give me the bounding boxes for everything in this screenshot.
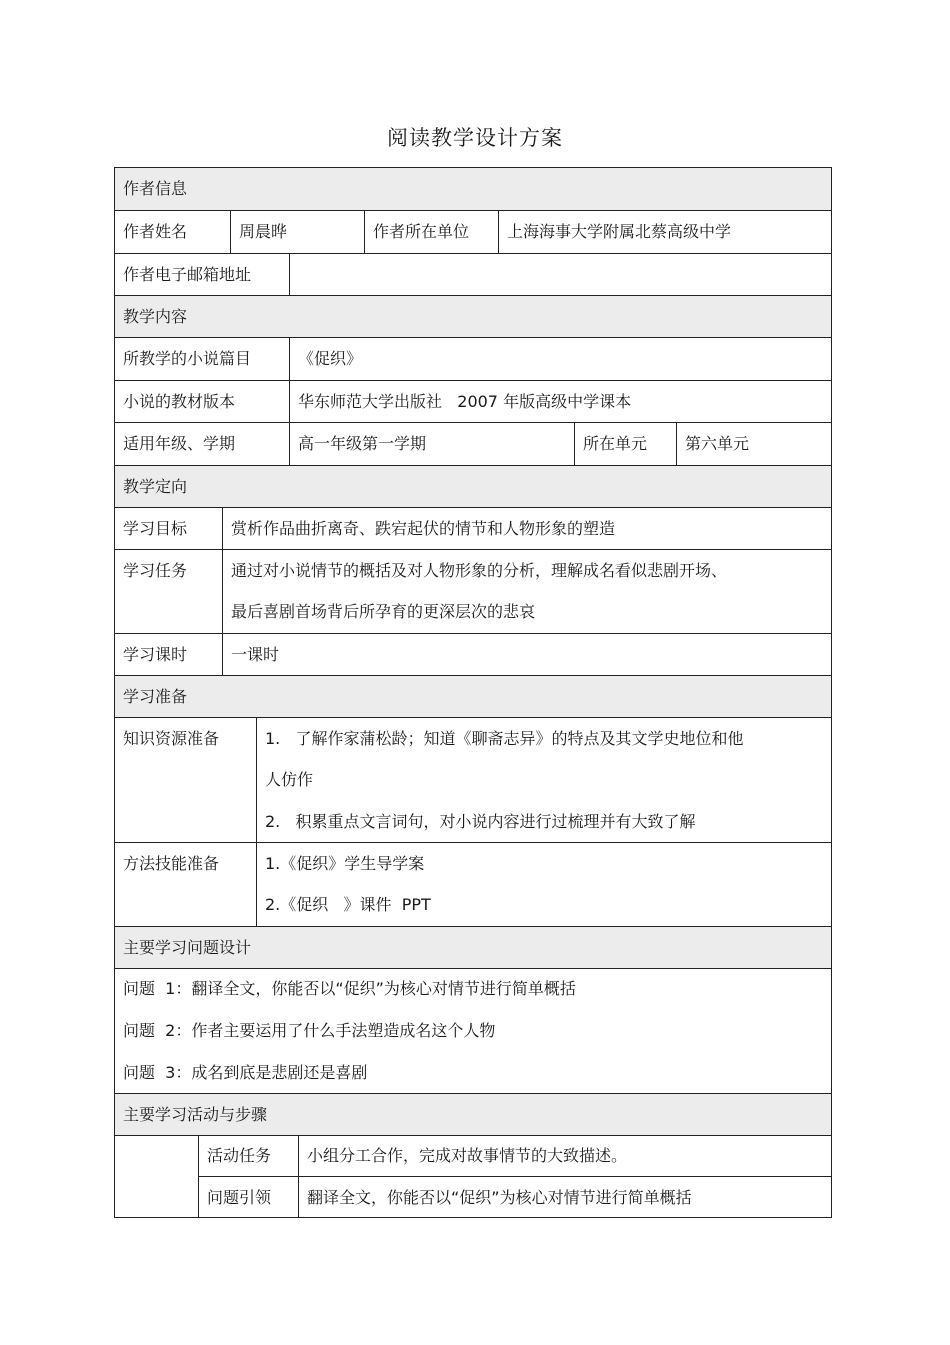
question-item: 问题 2：作者主要运用了什么手法塑造成名这个人物 [123, 1021, 496, 1040]
activity-task-value: 小组分工合作，完成对故事情节的大致描述。 [299, 1136, 831, 1177]
knowledge-value [257, 718, 831, 843]
author-name-label: 作者姓名 [115, 211, 231, 254]
design-table [114, 167, 832, 1218]
grade-value: 高一年级第一学期 [290, 423, 575, 466]
method-line: 1.《促织》学生导学案 [265, 854, 425, 873]
task-line: 最后喜剧首场背后所孕育的更深层次的悲哀 [231, 602, 536, 621]
question-item: 问题 1：翻译全文，你能否以“促织”为核心对情节进行简单概括 [123, 979, 576, 998]
author-unit-value: 上海海事大学附属北蔡高级中学 [499, 211, 831, 254]
edition-value: 华东师范大学出版社 2007 年版高级中学课本 [290, 381, 831, 423]
section-header-questions: 主要学习问题设计 [115, 927, 831, 969]
method-label: 方法技能准备 [115, 843, 257, 927]
activity-task-label: 活动任务 [199, 1136, 299, 1177]
section-header-activity: 主要学习活动与步骤 [115, 1094, 831, 1136]
activity-guide-value: 翻译全文，你能否以“促织”为核心对情节进行简单概括 [307, 1187, 692, 1207]
author-email-label: 作者电子邮箱地址 [115, 254, 290, 296]
method-value [257, 843, 831, 927]
author-email-value [290, 254, 831, 296]
goal-value: 赏析作品曲折离奇、跌宕起伏的情节和人物形象的塑造 [223, 508, 831, 550]
novel-title-label: 所教学的小说篇目 [115, 338, 290, 381]
task-label: 学习任务 [115, 550, 223, 634]
knowledge-line: 2. 积累重点文言词句，对小说内容进行过梳理并有大致了解 [265, 812, 696, 831]
knowledge-label: 知识资源准备 [115, 718, 257, 843]
edition-label: 小说的教材版本 [115, 381, 290, 423]
grade-label: 适用年级、学期 [115, 423, 290, 466]
knowledge-line: 人仿作 [265, 770, 314, 789]
novel-title-value: 《促织》 [290, 338, 831, 381]
page-title: 阅读教学设计方案 [387, 126, 563, 150]
author-unit-label: 作者所在单位 [365, 211, 499, 254]
section-header-content: 教学内容 [115, 296, 831, 338]
hours-value: 一课时 [223, 634, 831, 676]
task-value [223, 550, 831, 634]
method-line: 2.《促织 》课件 PPT [265, 895, 431, 914]
question-item: 问题 3：成名到底是悲剧还是喜剧 [123, 1063, 368, 1082]
knowledge-line: 1. 了解作家蒲松龄；知道《聊斋志异》的特点及其文学史地位和他 [265, 729, 744, 748]
section-header-author: 作者信息 [115, 168, 831, 211]
questions-block [115, 969, 831, 1094]
goal-label: 学习目标 [115, 508, 223, 550]
activity-step-cell [115, 1136, 199, 1218]
activity-guide-label: 问题引领 [199, 1177, 299, 1218]
section-header-orientation: 教学定向 [115, 466, 831, 508]
unit-value: 第六单元 [677, 423, 831, 466]
author-name-value: 周晨晔 [231, 211, 365, 254]
task-line: 通过对小说情节的概括及对人物形象的分析，理解成名看似悲剧开场、 [231, 561, 728, 580]
hours-label: 学习课时 [115, 634, 223, 676]
unit-label: 所在单元 [575, 423, 677, 466]
section-header-prep: 学习准备 [115, 676, 831, 718]
